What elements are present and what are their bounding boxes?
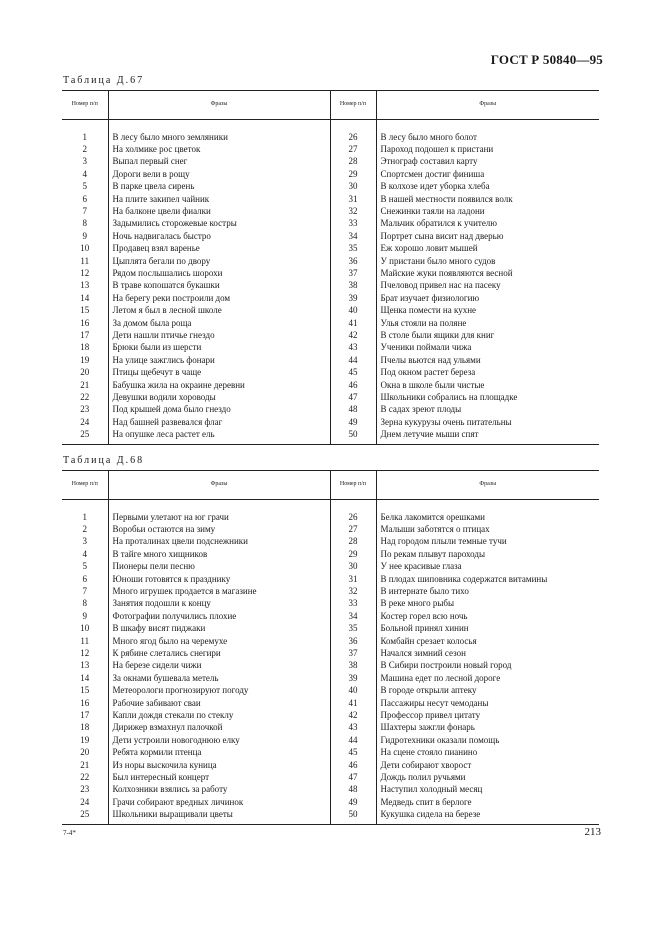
phrase-text: На плите закипел чайник (108, 193, 330, 205)
row-number: 18 (62, 342, 108, 354)
phrases-table-d68 (62, 470, 599, 825)
row-number: 7 (62, 585, 108, 597)
row-number: 22 (62, 771, 108, 783)
phrase-text: Ученики поймали чижа (380, 342, 472, 353)
phrase-text: На опушке леса растет ель (108, 428, 330, 440)
table-row (62, 304, 599, 316)
row-number: 39 (330, 292, 376, 304)
spacer-cell (108, 500, 330, 512)
row-number: 1 (62, 511, 108, 523)
table-bottom-rule (62, 441, 599, 445)
phrase-text: Рабочие забивают сваи (108, 697, 330, 709)
table-row (62, 536, 599, 548)
row-number: 9 (62, 230, 108, 242)
phrase-text: Портрет сына висит над дверью (380, 230, 504, 241)
phrase-text: По рекам плывут пароходы (380, 548, 486, 559)
table-row (62, 746, 599, 758)
row-number: 25 (62, 808, 108, 820)
column-header-phrases: Фразы (376, 91, 599, 120)
row-number: 33 (330, 598, 376, 610)
phrase-text: Еж хорошо ловит мышей (380, 243, 478, 254)
column-header-phrases: Фразы (376, 471, 599, 500)
row-number: 43 (330, 722, 376, 734)
phrase-text: Гидротехники оказали помощь (380, 734, 500, 745)
row-number: 16 (62, 697, 108, 709)
spacer-cell (62, 500, 108, 512)
phrase-text: На холмике рос цветок (108, 143, 330, 155)
row-number: 35 (330, 623, 376, 635)
row-number: 38 (330, 660, 376, 672)
table-row (62, 181, 599, 193)
phrases-table-d67 (62, 90, 599, 445)
phrase-text: Брат изучает физиологию (380, 292, 480, 303)
row-number: 43 (330, 342, 376, 354)
phrase-text: В колхозе идет уборка хлеба (380, 181, 490, 192)
phrase-text: Под окном растет береза (380, 367, 476, 378)
row-number: 28 (330, 536, 376, 548)
phrase-text: Дети устроили новогоднюю елку (108, 734, 330, 746)
bottom-cell (108, 441, 330, 445)
phrase-text: Мальчик обратился к учителю (380, 218, 498, 229)
row-number: 14 (62, 672, 108, 684)
row-number: 22 (62, 391, 108, 403)
phrase-text: Птицы щебечут в чаще (108, 366, 330, 378)
row-number: 34 (330, 610, 376, 622)
row-number: 21 (62, 759, 108, 771)
phrase-text: Малыши заботятся о птицах (380, 524, 490, 535)
row-number: 31 (330, 193, 376, 205)
phrase-text: Щенка помести на кухне (380, 305, 477, 316)
row-number: 36 (330, 635, 376, 647)
phrase-text: Брюки были из шерсти (108, 342, 330, 354)
row-number: 30 (330, 561, 376, 573)
row-number: 45 (330, 746, 376, 758)
phrase-text: Пчелы вьются над ульями (380, 354, 481, 365)
row-number: 8 (62, 218, 108, 230)
phrase-text: Дороги вели в рощу (108, 168, 330, 180)
table-row (62, 808, 599, 820)
row-number: 5 (62, 561, 108, 573)
phrase-text: Наступил холодный месяц (380, 784, 483, 795)
row-number: 46 (330, 759, 376, 771)
row-number: 41 (330, 317, 376, 329)
row-number: 4 (62, 548, 108, 560)
row-number: 6 (62, 193, 108, 205)
row-number: 41 (330, 697, 376, 709)
phrase-text: Зерна кукурузы очень питательны (380, 416, 512, 427)
table-row (62, 585, 599, 597)
table-row (62, 722, 599, 734)
phrase-text: Пионеры пели песню (108, 561, 330, 573)
table-row (62, 734, 599, 746)
phrase-text: За окнами бушевала метель (108, 672, 330, 684)
row-number: 27 (330, 143, 376, 155)
row-number: 32 (330, 585, 376, 597)
row-number: 10 (62, 243, 108, 255)
table-row (62, 404, 599, 416)
table-row (62, 416, 599, 428)
phrase-text: Над городом плыли темные тучи (380, 536, 507, 547)
row-number: 7 (62, 205, 108, 217)
row-number: 9 (62, 610, 108, 622)
row-number: 23 (62, 784, 108, 796)
phrase-text: В лесу было много болот (380, 131, 477, 142)
row-number: 13 (62, 660, 108, 672)
table-row (62, 610, 599, 622)
row-number: 50 (330, 428, 376, 440)
table-row (62, 561, 599, 573)
row-number: 17 (62, 329, 108, 341)
phrase-text: Колхозники взялись за работу (108, 784, 330, 796)
row-number: 24 (62, 796, 108, 808)
table-row (62, 342, 599, 354)
table-row (62, 672, 599, 684)
phrase-text: У нее красивые глаза (380, 561, 462, 572)
table-row (62, 280, 599, 292)
table-row (62, 317, 599, 329)
phrase-text: Кукушка сидела на березе (380, 809, 481, 820)
row-number: 29 (330, 548, 376, 560)
phrase-text: Этнограф составил карту (380, 156, 478, 167)
row-number: 42 (330, 329, 376, 341)
phrase-text: Комбайн срезает колосья (380, 635, 477, 646)
phrase-text: Дождь полил ручьями (380, 771, 466, 782)
table-row (62, 709, 599, 721)
table-row (62, 523, 599, 535)
phrase-text: В траве копошатся букашки (108, 280, 330, 292)
phrase-text: Рядом послышались шорохи (108, 267, 330, 279)
phrase-text: В городе открыли аптеку (380, 685, 477, 696)
row-number: 39 (330, 672, 376, 684)
bottom-cell (62, 821, 108, 825)
table-row (62, 771, 599, 783)
phrase-text: Летом я был в лесной школе (108, 304, 330, 316)
bottom-cell (330, 821, 376, 825)
column-header-phrases: Фразы (108, 471, 330, 500)
phrase-text: В интернате было тихо (380, 586, 469, 597)
row-number: 37 (330, 267, 376, 279)
phrase-text: В нашей местности появился волк (380, 193, 513, 204)
row-number: 3 (62, 536, 108, 548)
row-number: 37 (330, 647, 376, 659)
phrase-text: В столе были ящики для книг (380, 329, 495, 340)
table-row (62, 635, 599, 647)
phrase-text: Костер горел всю ночь (380, 610, 468, 621)
table-row (62, 366, 599, 378)
phrase-text: Метеорологи прогнозируют погоду (108, 684, 330, 696)
phrase-text: В садах зреют плоды (380, 404, 462, 415)
table-row (62, 573, 599, 585)
row-number: 40 (330, 684, 376, 696)
phrase-text: В плодах шиповника содержатся витамины (380, 573, 548, 584)
phrase-text: Майские жуки появляются весной (380, 267, 513, 278)
row-number: 32 (330, 205, 376, 217)
phrase-text: Цыплята бегали по двору (108, 255, 330, 267)
row-number: 3 (62, 156, 108, 168)
phrase-text: Белка лакомится орешками (380, 511, 485, 522)
row-number: 50 (330, 808, 376, 820)
phrase-text: На берегу реки построили дом (108, 292, 330, 304)
phrase-text: Начался зимний сезон (380, 647, 466, 658)
row-number: 14 (62, 292, 108, 304)
phrase-text: Ребята кормили птенца (108, 746, 330, 758)
row-number: 20 (62, 746, 108, 758)
row-number: 15 (62, 304, 108, 316)
phrase-text: В шкафу висят пиджаки (108, 623, 330, 635)
row-number: 44 (330, 734, 376, 746)
row-number: 31 (330, 573, 376, 585)
row-number: 19 (62, 734, 108, 746)
table-spacer-row (62, 500, 599, 512)
table-row (62, 598, 599, 610)
bottom-cell (108, 821, 330, 825)
table-row (62, 428, 599, 440)
row-number: 34 (330, 230, 376, 242)
table-caption-d68: Таблица Д.68 (63, 455, 145, 466)
phrase-text: На улице зажглись фонари (108, 354, 330, 366)
row-number: 10 (62, 623, 108, 635)
row-number: 48 (330, 784, 376, 796)
spacer-cell (330, 500, 376, 512)
row-number: 47 (330, 391, 376, 403)
row-number: 40 (330, 304, 376, 316)
row-number: 6 (62, 573, 108, 585)
row-number: 12 (62, 647, 108, 659)
row-number: 2 (62, 143, 108, 155)
row-number: 24 (62, 416, 108, 428)
column-header-number: Номер п/п (330, 91, 376, 120)
table-row (62, 796, 599, 808)
table-row (62, 784, 599, 796)
phrase-text: Пассажиры несут чемоданы (380, 697, 489, 708)
row-number: 28 (330, 156, 376, 168)
spacer-cell (330, 120, 376, 132)
column-header-number: Номер п/п (62, 91, 108, 120)
row-number: 38 (330, 280, 376, 292)
row-number: 2 (62, 523, 108, 535)
row-number: 4 (62, 168, 108, 180)
bottom-cell (62, 441, 108, 445)
phrase-text: Задымились сторожевые костры (108, 218, 330, 230)
phrase-text: Дети собирают хворост (380, 759, 472, 770)
table-row (62, 292, 599, 304)
table-row (62, 647, 599, 659)
spacer-cell (376, 500, 599, 512)
table-row (62, 354, 599, 366)
row-number: 19 (62, 354, 108, 366)
phrase-text: Ночь надвигалась быстро (108, 230, 330, 242)
table-row (62, 156, 599, 168)
table-row (62, 759, 599, 771)
phrase-text: Был интересный концерт (108, 771, 330, 783)
phrase-text: Шахтеры зажгли фонарь (380, 722, 475, 733)
phrase-text: Машина едет по лесной дороге (380, 672, 501, 683)
phrase-text: Пчеловод привел нас на пасеку (380, 280, 501, 291)
phrase-text: Капли дождя стекали по стеклу (108, 709, 330, 721)
phrase-text: Спортсмен достиг финиша (380, 168, 485, 179)
phrase-text: Выпал первый снег (108, 156, 330, 168)
bottom-cell (330, 441, 376, 445)
table-row (62, 205, 599, 217)
phrase-text: Днем летучие мыши спят (380, 429, 479, 440)
row-number: 16 (62, 317, 108, 329)
table-row (62, 131, 599, 143)
page-number: 213 (584, 826, 601, 838)
table-row (62, 218, 599, 230)
phrase-text: На балконе цвели фиалки (108, 205, 330, 217)
row-number: 1 (62, 131, 108, 143)
table-bottom-rule (62, 821, 599, 825)
table-caption-d67: Таблица Д.67 (63, 75, 145, 86)
row-number: 5 (62, 181, 108, 193)
row-number: 29 (330, 168, 376, 180)
phrase-text: К рябине слетались снегири (108, 647, 330, 659)
row-number: 44 (330, 354, 376, 366)
row-number: 49 (330, 416, 376, 428)
row-number: 11 (62, 255, 108, 267)
phrase-text: Много ягод было на черемухе (108, 635, 330, 647)
phrase-text: Много игрушек продается в магазине (108, 585, 330, 597)
document-standard-header: ГОСТ Р 50840—95 (490, 52, 603, 67)
phrase-text: Школьники собрались на площадке (380, 391, 518, 402)
column-header-number: Номер п/п (330, 471, 376, 500)
spacer-cell (62, 120, 108, 132)
phrase-text: Грачи собирают вредных личинок (108, 796, 330, 808)
spacer-cell (108, 120, 330, 132)
phrase-text: Профессор привел цитату (380, 709, 481, 720)
phrase-text: Над башней развевался флаг (108, 416, 330, 428)
table-row (62, 267, 599, 279)
table-row (62, 391, 599, 403)
table-row (62, 230, 599, 242)
table-row (62, 660, 599, 672)
phrase-text: На березе сидели чижи (108, 660, 330, 672)
phrase-text: Воробьи остаются на зиму (108, 523, 330, 535)
phrase-text: Школьники выращивали цветы (108, 808, 330, 820)
phrase-text: Девушки водили хороводы (108, 391, 330, 403)
phrase-text: За домом была роща (108, 317, 330, 329)
phrase-text: На проталинах цвели подснежники (108, 536, 330, 548)
phrase-text: Бабушка жила на окраине деревни (108, 379, 330, 391)
row-number: 48 (330, 404, 376, 416)
table-row (62, 511, 599, 523)
phrase-text: Дирижер взмахнул палочкой (108, 722, 330, 734)
phrase-text: Окна в школе были чистые (380, 379, 485, 390)
table-row (62, 255, 599, 267)
phrase-text: Из норы выскочила куница (108, 759, 330, 771)
table-row (62, 329, 599, 341)
row-number: 20 (62, 366, 108, 378)
phrase-text: Фотографии получились плохие (108, 610, 330, 622)
phrase-text: В реке много рыбы (380, 598, 455, 609)
row-number: 18 (62, 722, 108, 734)
row-number: 17 (62, 709, 108, 721)
phrase-text: Занятия подошли к концу (108, 598, 330, 610)
table-row (62, 168, 599, 180)
phrase-text: В лесу было много земляники (108, 131, 330, 143)
row-number: 21 (62, 379, 108, 391)
phrase-text: В Сибири построили новый город (380, 660, 512, 671)
row-number: 15 (62, 684, 108, 696)
phrase-text: Больной принял хинин (380, 623, 469, 634)
bottom-cell (376, 441, 599, 445)
row-number: 49 (330, 796, 376, 808)
spacer-cell (376, 120, 599, 132)
phrase-text: Первыми улетают на юг грачи (108, 511, 330, 523)
phrase-text: Снежинки таяли на ладони (380, 206, 485, 217)
table-row (62, 548, 599, 560)
row-number: 33 (330, 218, 376, 230)
table-row (62, 243, 599, 255)
row-number: 36 (330, 255, 376, 267)
table-row (62, 623, 599, 635)
table-row (62, 684, 599, 696)
phrase-text: Дети нашли птичье гнездо (108, 329, 330, 341)
row-number: 30 (330, 181, 376, 193)
phrase-text: В парке цвела сирень (108, 181, 330, 193)
row-number: 12 (62, 267, 108, 279)
row-number: 45 (330, 366, 376, 378)
row-number: 46 (330, 379, 376, 391)
phrase-text: Продавец взял варенье (108, 243, 330, 255)
table-row (62, 379, 599, 391)
row-number: 23 (62, 404, 108, 416)
bottom-cell (376, 821, 599, 825)
row-number: 27 (330, 523, 376, 535)
row-number: 11 (62, 635, 108, 647)
phrase-text: Под крышей дома было гнездо (108, 404, 330, 416)
table-spacer-row (62, 120, 599, 132)
row-number: 25 (62, 428, 108, 440)
column-header-number: Номер п/п (62, 471, 108, 500)
phrase-text: Улья стояли на поляне (380, 317, 467, 328)
table-row (62, 697, 599, 709)
row-number: 13 (62, 280, 108, 292)
row-number: 8 (62, 598, 108, 610)
row-number: 42 (330, 709, 376, 721)
table-row (62, 193, 599, 205)
row-number: 26 (330, 511, 376, 523)
phrase-text: Пароход подошел к пристани (380, 144, 494, 155)
phrase-text: Юноши готовятся к празднику (108, 573, 330, 585)
row-number: 26 (330, 131, 376, 143)
row-number: 35 (330, 243, 376, 255)
footer-print-mark: 7-4* (63, 829, 76, 837)
table-row (62, 143, 599, 155)
phrase-text: В тайге много хищников (108, 548, 330, 560)
column-header-phrases: Фразы (108, 91, 330, 120)
phrase-text: На сцене стояло пианино (380, 747, 478, 758)
phrase-text: У пристани было много судов (380, 255, 496, 266)
row-number: 47 (330, 771, 376, 783)
phrase-text: Медведь спит в берлоге (380, 796, 472, 807)
